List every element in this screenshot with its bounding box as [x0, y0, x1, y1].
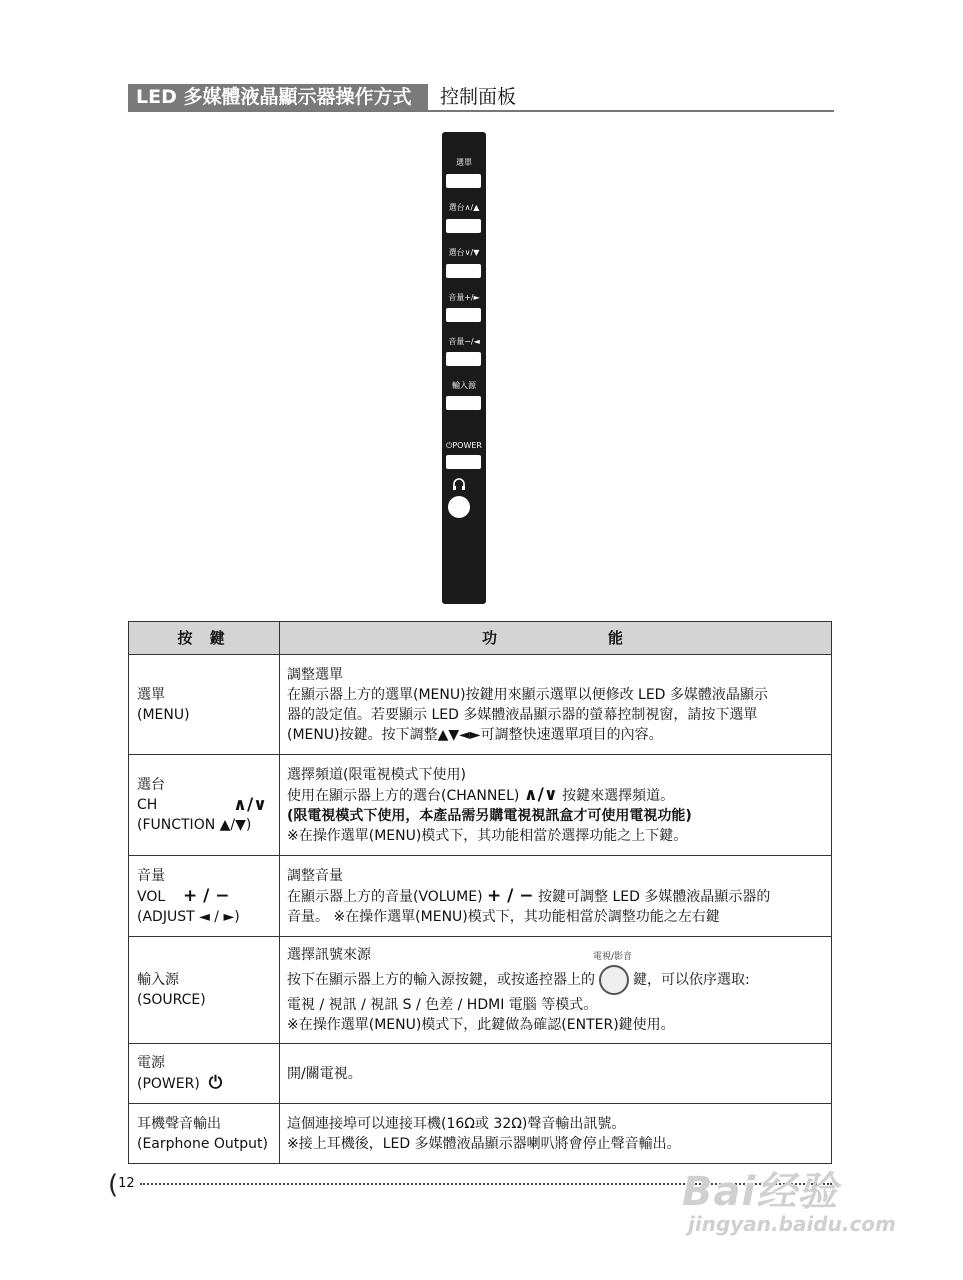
function-cell	[280, 655, 832, 755]
page-number-bracket: (	[108, 1170, 119, 1200]
key-cell	[129, 1104, 280, 1164]
plus-minus-icon: + / −	[182, 885, 230, 906]
function-text: 在顯示器上方的選單(MENU)按鍵用來顯示選單以便修改 LED 多媒體液晶顯示	[287, 686, 768, 703]
function-text: 使用在顯示器上方的選台(CHANNEL)	[287, 787, 520, 804]
function-text: 開/關電視。	[287, 1065, 362, 1082]
panel-label-source: 輸入源	[452, 381, 476, 390]
source-icon-label: 電視/影音	[593, 952, 633, 962]
function-note: ※在操作選單(MENU)模式下，其功能相當於選擇功能之上下鍵。	[287, 827, 688, 844]
page-title: 控制面板	[440, 86, 517, 108]
remote-source-icon	[593, 952, 633, 995]
function-table	[128, 621, 832, 1164]
earphone-jack	[448, 496, 470, 518]
panel-label-ch-up: 選台∧/▲	[448, 203, 480, 212]
panel-label-vol-up: 音量+/►	[448, 293, 480, 302]
key-cell	[129, 655, 280, 755]
key-name: 選台	[137, 777, 165, 793]
function-note: ※在操作選單(MENU)模式下，此鍵做為確認(ENTER)鍵使用。	[287, 1017, 675, 1033]
key-code: VOL	[137, 888, 166, 905]
key-code: (SOURCE)	[137, 992, 206, 1008]
key-code-line	[137, 886, 271, 907]
function-title: 選擇頻道(限電視模式下使用)	[287, 766, 466, 783]
page-number-block	[108, 1170, 135, 1200]
function-cell	[280, 755, 832, 856]
headphone-icon	[452, 477, 466, 491]
plus-minus-icon: + / −	[487, 885, 534, 906]
key-name: 選單	[137, 686, 165, 703]
key-function: (FUNCTION ▲/▼)	[137, 817, 252, 833]
function-note: ※接上耳機後，LED 多媒體液晶顯示器喇叭將會停止聲音輸出。	[287, 1135, 681, 1152]
key-name: 輸入源	[137, 972, 179, 988]
key-name: 電源	[137, 1055, 165, 1071]
panel-button-ch-down	[446, 264, 481, 278]
table-row-menu	[129, 655, 832, 755]
header-separator	[430, 84, 438, 111]
function-text: (MENU)按鍵。按下調整▲▼◄►可調整快速選單項目的內容。	[287, 726, 663, 743]
panel-label-ch-down: 選台∨/▼	[448, 248, 480, 257]
header-function: 功 能	[280, 622, 832, 655]
function-text: 這個連接埠可以連接耳機(16Ω或 32Ω)聲音輸出訊號。	[287, 1115, 626, 1132]
header-key: 按 鍵	[129, 622, 280, 655]
panel-button-source	[446, 396, 481, 410]
function-text: 在顯示器上方的音量(VOLUME)	[287, 888, 483, 905]
key-cell	[129, 937, 280, 1044]
panel-label-menu: 選單	[456, 158, 472, 167]
key-code-line	[137, 1073, 271, 1094]
control-panel-illustration	[442, 132, 486, 604]
function-text: 按鍵可調整 LED 多媒體液晶顯示器的	[538, 888, 771, 905]
chevron-up-down-icon: ∧/∨	[233, 795, 267, 815]
panel-button-ch-up	[446, 219, 481, 233]
key-cell	[129, 1044, 280, 1104]
table-header-row	[129, 622, 832, 655]
table-row-power	[129, 1044, 832, 1104]
function-cell	[280, 1104, 832, 1164]
key-cell	[129, 856, 280, 937]
function-text-line	[287, 886, 825, 907]
panel-button-menu	[446, 174, 481, 188]
panel-button-power	[446, 455, 481, 469]
table-row-earphone	[129, 1104, 832, 1164]
key-name: 音量	[137, 867, 165, 884]
header-rule	[128, 110, 834, 112]
function-text: 按下在顯示器上方的輸入源按鍵，或按遙控器上的	[287, 972, 595, 988]
function-text-line	[287, 785, 825, 806]
key-code: CH	[137, 797, 158, 813]
page-header	[128, 84, 834, 112]
key-code-line	[137, 795, 271, 815]
baidu-watermark	[682, 1160, 896, 1236]
panel-label-vol-down: 音量−/◄	[448, 337, 480, 346]
section-title: LED 多媒體液晶顯示器操作方式	[128, 84, 428, 111]
function-title: 調整音量	[287, 867, 343, 884]
power-icon: ⏻	[208, 1073, 223, 1093]
panel-label-power: ⏻POWER	[446, 441, 482, 450]
watermark-brand: Bai经验	[682, 1169, 839, 1215]
key-code: (POWER)	[137, 1076, 200, 1092]
panel-button-vol-up	[446, 308, 481, 322]
function-text: 按鍵來選擇頻道。	[562, 787, 675, 804]
function-text: 音量。 ※在操作選單(MENU)模式下，其功能相當於調整功能之左右鍵	[287, 908, 720, 925]
panel-button-vol-down	[446, 352, 481, 366]
table-row-channel	[129, 755, 832, 856]
function-title: 選擇訊號來源	[287, 947, 371, 963]
key-cell	[129, 755, 280, 856]
page-number: 12	[118, 1176, 135, 1191]
table-row-source	[129, 937, 832, 1044]
function-cell	[280, 937, 832, 1044]
function-text: 鍵，可以依序選取:	[633, 972, 750, 988]
function-cell	[280, 856, 832, 937]
function-title: 調整選單	[287, 666, 343, 683]
key-code: (Earphone Output)	[137, 1135, 268, 1152]
key-name: 耳機聲音輸出	[137, 1115, 221, 1132]
key-function: (ADJUST ◄ / ►)	[137, 908, 240, 925]
function-text: 器的設定值。若要顯示 LED 多媒體液晶顯示器的螢幕控制視窗，請按下選單	[287, 706, 758, 723]
function-cell	[280, 1044, 832, 1104]
table-row-volume	[129, 856, 832, 937]
watermark-url: jingyan.baidu.com	[688, 1212, 896, 1236]
chevron-up-down-icon: ∧/∨	[523, 784, 558, 805]
key-code: (MENU)	[137, 706, 190, 723]
function-note-bold: (限電視模式下使用，本產品需另購電視視訊盒才可使用電視功能)	[287, 807, 692, 824]
function-text: 電視 / 視訊 / 視訊 S / 色差 / HDMI 電腦 等模式。	[287, 997, 598, 1013]
